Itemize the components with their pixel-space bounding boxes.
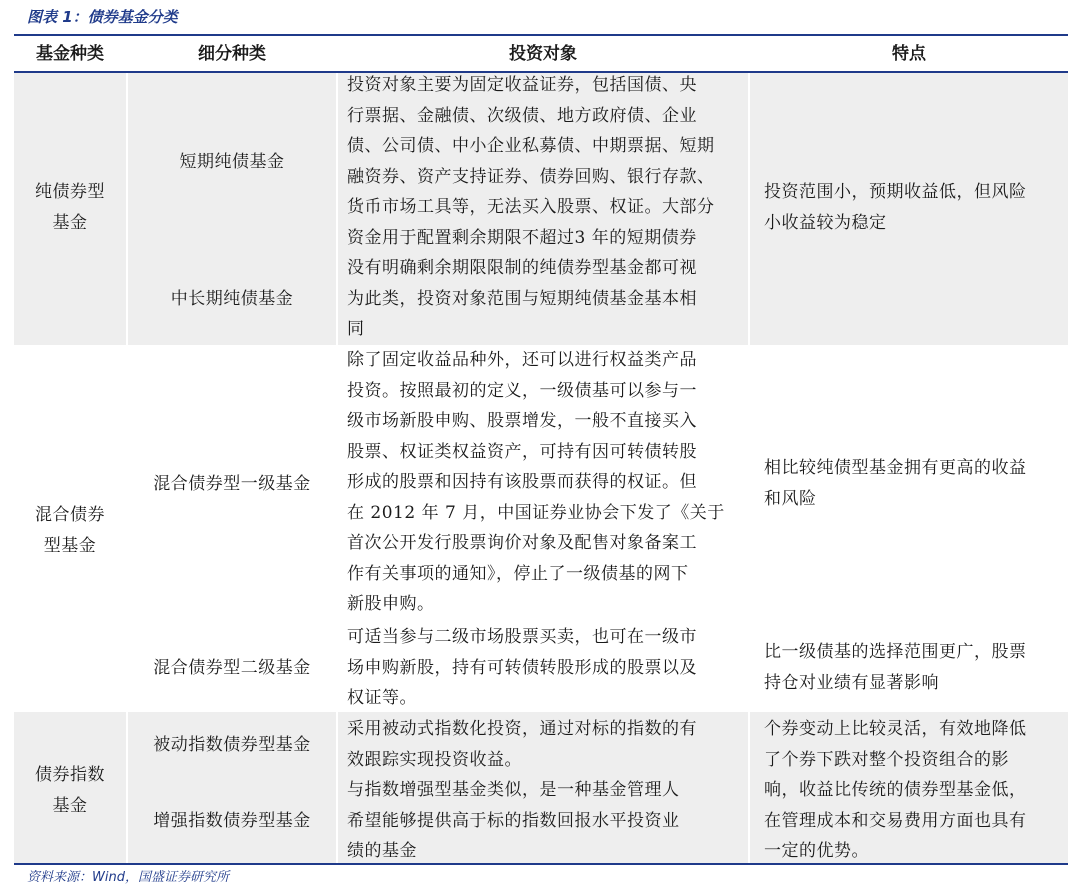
source-note: 资料来源：Wind，国盛证券研究所 xyxy=(27,870,229,885)
category-cell: 债券指数 基金 xyxy=(35,765,105,816)
category-cell: 混合债券 型基金 xyxy=(35,505,105,556)
bottom-rule xyxy=(14,863,1068,865)
subcategory-cell: 短期纯债基金 xyxy=(179,152,285,172)
category-cell: 纯债券型 基金 xyxy=(35,182,105,233)
features-cell: 比一级债基的选择范围更广，股票 持仓对业绩有显著影响 xyxy=(764,642,1027,693)
features-cell: 个券变动上比较灵活，有效地降低 了个券下跌对整个投资组合的影 响，收益比传统的债券型基金低， 在管理成本和交易费用方面也具有 一定的优势。 xyxy=(764,719,1027,861)
header-objects: 投资对象 xyxy=(509,44,577,64)
header-subcategory: 细分种类 xyxy=(198,44,266,64)
subcategory-cell: 中长期纯债基金 xyxy=(170,289,294,309)
subcategory-cell: 增强指数债券型基金 xyxy=(153,811,311,831)
subcategory-cell: 混合债券型一级基金 xyxy=(153,474,311,494)
features-cell: 相比较纯债型基金拥有更高的收益 和风险 xyxy=(764,458,1027,509)
column-divider xyxy=(336,73,338,863)
objects-cell: 采用被动式指数化投资，通过对标的指数的有 效跟踪实现投资收益。 xyxy=(347,719,697,770)
features-cell: 投资范围小，预期收益低，但风险 小收益较为稳定 xyxy=(764,182,1027,233)
header-features: 特点 xyxy=(892,44,926,64)
objects-cell: 除了固定收益品种外，还可以进行权益类产品 投资。按照最初的定义，一级债基可以参与一 级市场新股申购、股票增发，一般不直接买入 股票、权证类权益资产，可持有因可转债转股 形成的股票和因持有该股票而获得的权证。但 在 2012 年 7 月，中国证券业协会下发了《关于 首次公开发行股票询价对象及配售对象备案工 作有关事项的通知》，停止了一级债基的网下 新股申购。 xyxy=(347,350,725,614)
subcategory-cell: 混合债券型二级基金 xyxy=(153,658,311,678)
figure-title: 图表 1：债券基金分类 xyxy=(27,8,178,26)
objects-cell: 可适当参与二级市场股票买卖，也可在一级市 场申购新股，持有可转债转股形成的股票以及 权证等。 xyxy=(347,627,697,708)
objects-cell: 投资对象主要为固定收益证券，包括国债、央 行票据、金融债、次级债、地方政府债、企业 债、公司债、中小企业私募债、中期票据、短期 融资券、资产支持证券、债券回购、银行存款、 货币市场工具等，无法买入股票、权证。大部分 资金用于配置剩余期限不超过3 年的短期债券 没有明确剩余期限限制的纯债券型基金都可视 为此类，投资对象范围与短期纯债基金基本相 同 xyxy=(347,75,715,339)
subcategory-cell: 被动指数债券型基金 xyxy=(153,735,311,755)
column-divider xyxy=(748,73,750,863)
header-category: 基金种类 xyxy=(36,44,104,64)
objects-cell: 与指数增强型基金类似，是一种基金管理人 希望能够提供高于标的指数回报水平投资业 绩的基金 xyxy=(347,780,680,861)
top-rule xyxy=(14,34,1068,36)
